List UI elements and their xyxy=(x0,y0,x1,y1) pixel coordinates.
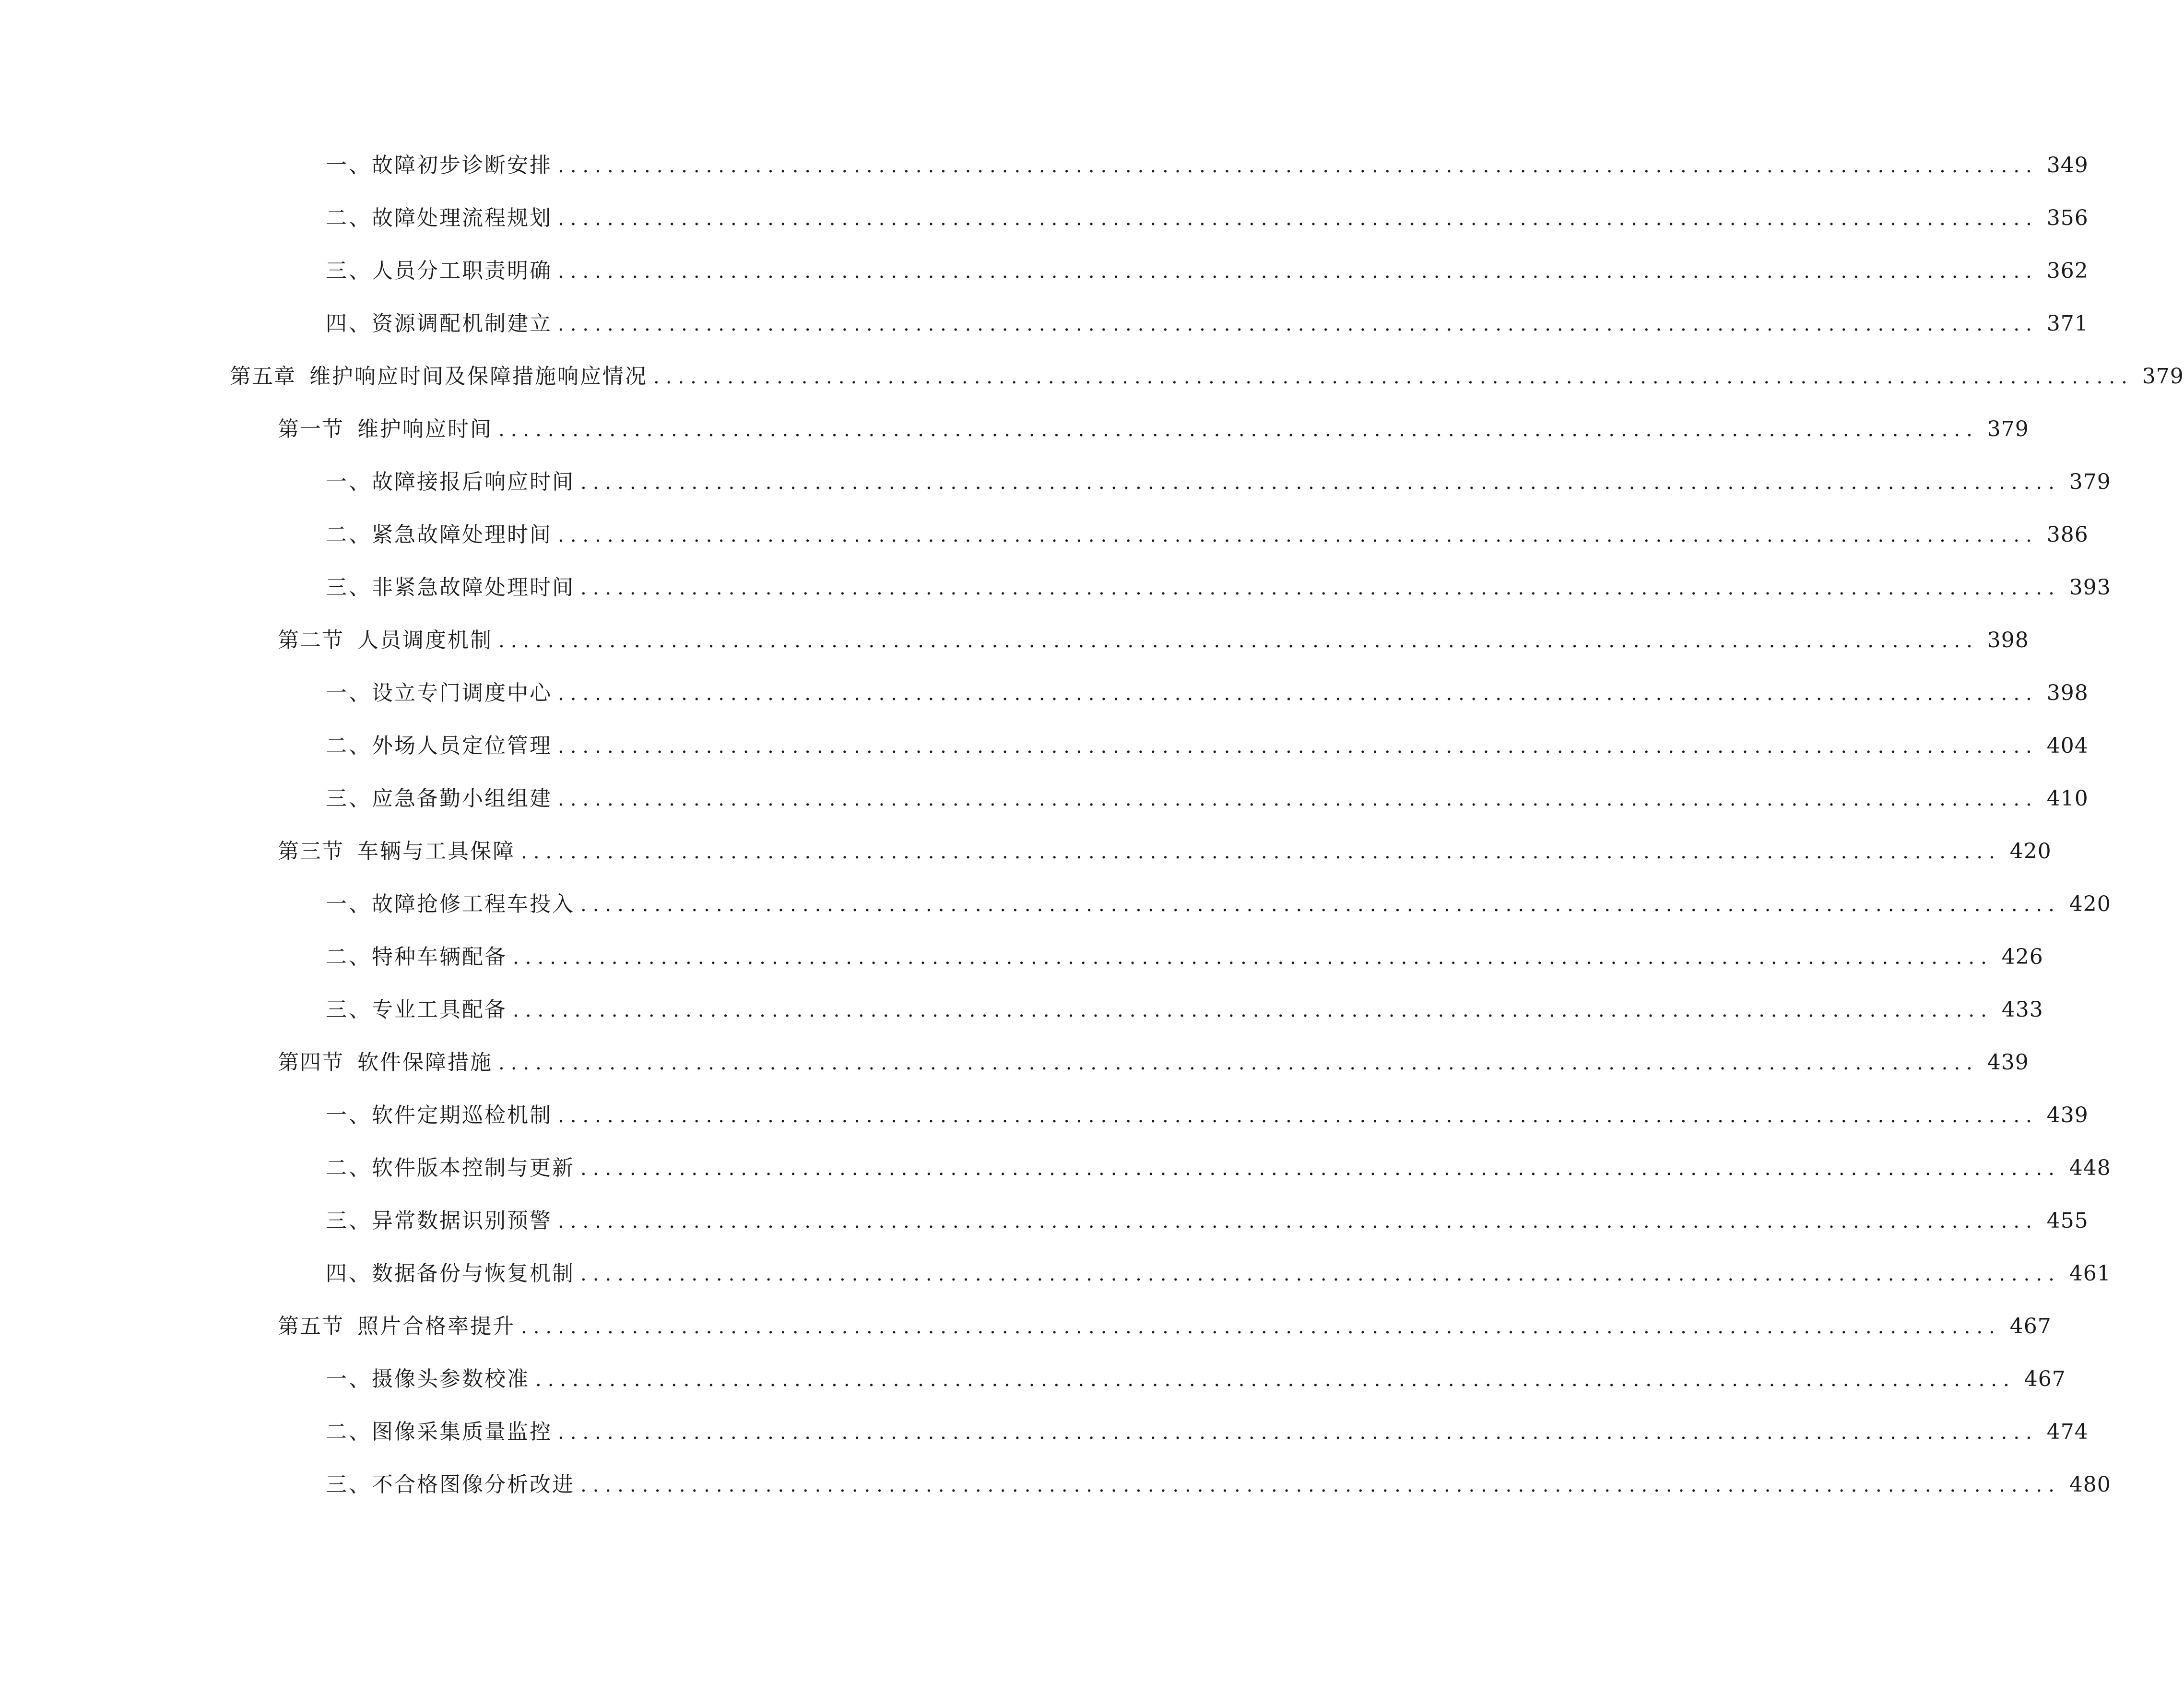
dot-leader: ........................................................................................................................ xyxy=(513,947,1993,969)
toc-entry-title: 专业工具配备 xyxy=(372,997,507,1022)
toc-entry[interactable] xyxy=(0,1406,2089,1458)
item-ordinal: 三、 xyxy=(326,1209,372,1233)
toc-entry-line xyxy=(326,1247,2111,1301)
page-number: 356 xyxy=(2046,206,2089,230)
dot-leader: ........................................................................................................................ xyxy=(580,577,2061,599)
item-ordinal: 三、 xyxy=(326,575,372,600)
toc-entry-title: 摄像头参数校准 xyxy=(372,1367,530,1391)
page-number: 461 xyxy=(2069,1261,2111,1286)
toc-entry[interactable] xyxy=(0,1142,2111,1195)
toc-entry-title: 人员分工职责明确 xyxy=(372,259,552,283)
toc-entry-line xyxy=(326,931,2043,984)
toc-entry-line xyxy=(326,245,2089,298)
toc-entry[interactable] xyxy=(0,931,2043,984)
toc-entry-line xyxy=(326,772,2089,826)
toc-entry-line xyxy=(326,456,2111,509)
toc-entry-title: 特种车辆配备 xyxy=(372,945,507,969)
page-number: 398 xyxy=(2046,681,2089,705)
item-ordinal: 三、 xyxy=(326,1472,372,1497)
toc-entry[interactable] xyxy=(0,1036,2029,1089)
toc-entry[interactable] xyxy=(0,1195,2089,1247)
section-number: 第一节 xyxy=(278,417,344,441)
toc-entry-title: 数据备份与恢复机制 xyxy=(372,1261,575,1286)
page-number: 439 xyxy=(1987,1050,2029,1075)
item-ordinal: 二、 xyxy=(326,206,372,230)
section-number: 第二节 xyxy=(278,628,344,652)
toc-entry-title: 人员调度机制 xyxy=(357,628,493,652)
dot-leader: ........................................................................................................................ xyxy=(580,894,2061,916)
toc-entry-line xyxy=(326,1406,2089,1459)
toc-entry-line xyxy=(278,825,2052,878)
item-ordinal: 二、 xyxy=(326,522,372,547)
toc-entry[interactable] xyxy=(0,720,2089,772)
toc-entry-title: 故障抢修工程车投入 xyxy=(372,892,575,916)
toc-entry[interactable] xyxy=(0,1458,2111,1511)
toc-entry-line xyxy=(326,297,2089,351)
toc-entry-title: 异常数据识别预警 xyxy=(372,1209,552,1233)
toc-entry[interactable] xyxy=(0,297,2089,350)
dot-leader: ........................................................................................................................ xyxy=(498,1052,1979,1074)
section-number: 第五节 xyxy=(278,1314,344,1339)
page-number: 371 xyxy=(2046,311,2089,336)
toc-entry[interactable] xyxy=(0,667,2089,720)
item-ordinal: 一、 xyxy=(326,470,372,494)
toc-entry-title: 资源调配机制建立 xyxy=(372,311,552,336)
toc-entry[interactable] xyxy=(0,456,2111,509)
toc-entry-line xyxy=(326,1142,2111,1195)
page-number: 386 xyxy=(2046,522,2089,547)
page-number: 467 xyxy=(2009,1314,2052,1339)
toc-entry-line xyxy=(326,139,2089,192)
page-number: 433 xyxy=(2001,997,2043,1022)
dot-leader: ........................................................................................................................ xyxy=(580,1158,2061,1180)
dot-leader: ........................................................................................................................ xyxy=(558,1422,2038,1444)
page-number: 448 xyxy=(2069,1156,2111,1180)
dot-leader: ........................................................................................................................ xyxy=(580,1474,2061,1496)
item-ordinal: 二、 xyxy=(326,734,372,758)
page-number: 410 xyxy=(2046,786,2089,811)
toc-entry-line xyxy=(326,1195,2089,1248)
page-number: 379 xyxy=(2142,364,2184,389)
dot-leader: ........................................................................................................................ xyxy=(558,155,2038,177)
page-number: 398 xyxy=(1987,628,2029,652)
toc-entry-title: 车辆与工具保障 xyxy=(357,839,515,864)
toc-entry[interactable] xyxy=(0,139,2089,192)
toc-entry-line xyxy=(326,561,2111,615)
dot-leader: ........................................................................................................................ xyxy=(535,1369,2016,1391)
toc-entry-title: 维护响应时间及保障措施响应情况 xyxy=(309,364,648,389)
dot-leader: ........................................................................................................................ xyxy=(558,313,2038,335)
toc-entry-title: 软件保障措施 xyxy=(357,1050,493,1075)
toc-entry-title: 图像采集质量监控 xyxy=(372,1420,552,1444)
page-number: 455 xyxy=(2046,1209,2089,1233)
dot-leader: ........................................................................................................................ xyxy=(498,419,1979,441)
toc-entry-title: 照片合格率提升 xyxy=(357,1314,515,1339)
dot-leader: ........................................................................................................................ xyxy=(580,472,2061,494)
toc-entry-title: 应急备勤小组组建 xyxy=(372,786,552,811)
table-of-contents xyxy=(0,139,2184,1511)
toc-entry-line xyxy=(326,192,2089,245)
dot-leader: ........................................................................................................................ xyxy=(580,1263,2061,1285)
dot-leader: ........................................................................................................................ xyxy=(558,1105,2038,1127)
dot-leader: ........................................................................................................................ xyxy=(558,1210,2038,1233)
item-ordinal: 四、 xyxy=(326,1261,372,1286)
dot-leader: ........................................................................................................................ xyxy=(558,208,2038,230)
section-number: 第四节 xyxy=(278,1050,344,1075)
dot-leader: ........................................................................................................................ xyxy=(498,630,1979,652)
dot-leader: ........................................................................................................................ xyxy=(558,683,2038,705)
item-ordinal: 三、 xyxy=(326,259,372,283)
toc-entry[interactable] xyxy=(0,561,2111,614)
toc-entry-line xyxy=(326,1458,2111,1512)
page-number: 467 xyxy=(2024,1367,2066,1391)
toc-entry-title: 紧急故障处理时间 xyxy=(372,522,552,547)
page-number: 474 xyxy=(2046,1420,2089,1444)
toc-entry-title: 不合格图像分析改进 xyxy=(372,1472,575,1497)
toc-entry-line xyxy=(326,1089,2089,1142)
toc-entry-title: 故障初步诊断安排 xyxy=(372,153,552,178)
item-ordinal: 一、 xyxy=(326,892,372,916)
item-ordinal: 三、 xyxy=(326,997,372,1022)
toc-entry-title: 软件版本控制与更新 xyxy=(372,1156,575,1180)
toc-entry[interactable] xyxy=(0,984,2043,1036)
chapter-number: 第五章 xyxy=(230,364,296,389)
item-ordinal: 二、 xyxy=(326,1156,372,1180)
dot-leader: ........................................................................................................................ xyxy=(653,366,2134,388)
toc-entry-line xyxy=(278,1036,2029,1090)
page-number: 439 xyxy=(2046,1103,2089,1127)
item-ordinal: 一、 xyxy=(326,1103,372,1127)
page-number: 393 xyxy=(2069,575,2111,600)
toc-entry[interactable] xyxy=(0,350,2184,403)
dot-leader: ........................................................................................................................ xyxy=(558,524,2038,546)
toc-entry-line xyxy=(326,720,2089,773)
toc-entry[interactable] xyxy=(0,192,2089,245)
page-number: 362 xyxy=(2046,259,2089,283)
toc-entry-line xyxy=(278,614,2029,667)
toc-entry[interactable] xyxy=(0,1300,2052,1353)
page-number: 420 xyxy=(2009,839,2052,864)
toc-entry-title: 故障处理流程规划 xyxy=(372,206,552,230)
toc-entry[interactable] xyxy=(0,825,2052,878)
item-ordinal: 二、 xyxy=(326,1420,372,1444)
toc-entry[interactable] xyxy=(0,1353,2066,1406)
page-number: 480 xyxy=(2069,1472,2111,1497)
toc-entry[interactable] xyxy=(0,1089,2089,1142)
page-number: 420 xyxy=(2069,892,2111,916)
item-ordinal: 一、 xyxy=(326,1367,372,1391)
page-number: 379 xyxy=(1987,417,2029,441)
page-number: 404 xyxy=(2046,734,2089,758)
dot-leader: ........................................................................................................................ xyxy=(521,841,2001,863)
item-ordinal: 二、 xyxy=(326,945,372,969)
dot-leader: ........................................................................................................................ xyxy=(558,788,2038,810)
toc-entry[interactable] xyxy=(0,878,2111,931)
dot-leader: ........................................................................................................................ xyxy=(521,1316,2001,1338)
item-ordinal: 一、 xyxy=(326,681,372,705)
toc-entry[interactable] xyxy=(0,772,2089,825)
item-ordinal: 一、 xyxy=(326,153,372,178)
toc-entry[interactable] xyxy=(0,403,2029,456)
page-number: 426 xyxy=(2001,945,2043,969)
dot-leader: ........................................................................................................................ xyxy=(513,999,1993,1021)
toc-entry-line xyxy=(326,878,2111,931)
toc-entry-line xyxy=(326,984,2043,1037)
toc-entry-title: 设立专门调度中心 xyxy=(372,681,552,705)
dot-leader: ........................................................................................................................ xyxy=(558,735,2038,758)
toc-entry-title: 维护响应时间 xyxy=(357,417,493,441)
toc-entry[interactable] xyxy=(0,614,2029,667)
toc-entry-line xyxy=(278,403,2029,456)
section-number: 第三节 xyxy=(278,839,344,864)
dot-leader: ........................................................................................................................ xyxy=(558,261,2038,283)
toc-entry-line xyxy=(326,509,2089,562)
toc-entry-line xyxy=(230,350,2184,403)
toc-entry-title: 软件定期巡检机制 xyxy=(372,1103,552,1127)
toc-entry[interactable] xyxy=(0,509,2089,561)
toc-entry[interactable] xyxy=(0,1247,2111,1300)
toc-entry-line xyxy=(326,667,2089,720)
page-number: 349 xyxy=(2046,153,2089,178)
toc-entry[interactable] xyxy=(0,245,2089,297)
toc-entry-title: 故障接报后响应时间 xyxy=(372,470,575,494)
page-number: 379 xyxy=(2069,470,2111,494)
toc-entry-title: 外场人员定位管理 xyxy=(372,734,552,758)
item-ordinal: 四、 xyxy=(326,311,372,336)
toc-entry-line xyxy=(278,1300,2052,1353)
item-ordinal: 三、 xyxy=(326,786,372,811)
toc-entry-title: 非紧急故障处理时间 xyxy=(372,575,575,600)
toc-entry-line xyxy=(326,1353,2066,1406)
